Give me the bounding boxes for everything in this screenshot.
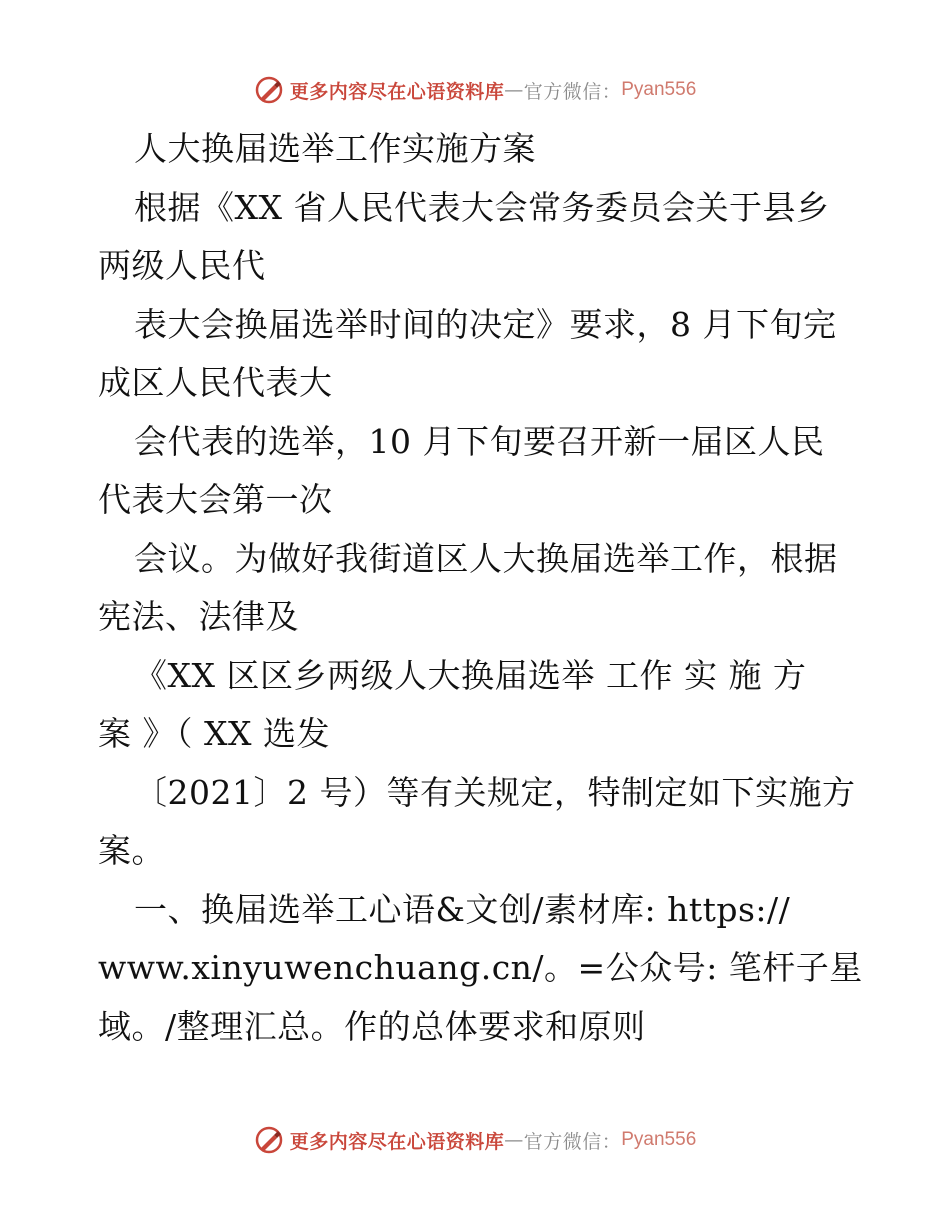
- banner-contact-label: 官方微信：: [523, 80, 622, 103]
- document-line: 案。: [98, 831, 165, 870]
- document-line: 一、换届选举工心语&文创/素材库: https://: [134, 889, 791, 929]
- banner-contact-id: Pyan556: [621, 1129, 697, 1150]
- document-body: [98, 120, 863, 1056]
- document-line: 根据《XX 省人民代表大会常务委员会关于县乡: [134, 187, 830, 227]
- pen-logo-icon: [254, 1125, 284, 1155]
- document-line: 域。/整理汇总。作的总体要求和原则: [98, 1006, 646, 1046]
- document-line: 〔2021〕2 号）等有关规定，特制定如下实施方: [134, 772, 856, 812]
- document-line: 会代表的选举，10 月下旬要召开新一届区人民: [134, 421, 825, 461]
- document-line: www.xinyuwenchuang.cn/。=公众号: 笔杆子星: [98, 948, 863, 987]
- header-banner: [0, 70, 950, 110]
- banner-separator: —: [504, 1129, 524, 1151]
- document-line: 代表大会第一次: [98, 480, 333, 519]
- document-title: 人大换届选举工作实施方案: [134, 129, 536, 168]
- banner-contact-id: Pyan556: [621, 79, 697, 100]
- document-line: 《XX 区区乡两级人大换届选举 工作 实 施 方: [134, 655, 807, 695]
- banner-brand: 更多内容尽在心语资料库: [289, 80, 505, 103]
- banner-separator: —: [504, 79, 524, 101]
- document-line: 会议。为做好我街道区人大换届选举工作，根据: [134, 538, 838, 578]
- document-line: 成区人民代表大: [98, 363, 333, 402]
- banner-brand: 更多内容尽在心语资料库: [289, 1130, 505, 1153]
- document-line: 两级人民代: [98, 246, 266, 285]
- banner-contact-label: 官方微信：: [523, 1130, 622, 1153]
- document-line: 表大会换届选举时间的决定》要求，8 月下旬完: [134, 304, 837, 344]
- pen-logo-icon: [254, 75, 284, 105]
- document-line: 宪法、法律及: [98, 597, 299, 636]
- footer-banner: [0, 1120, 950, 1160]
- document-line: 案 》（ XX 选发: [98, 714, 330, 753]
